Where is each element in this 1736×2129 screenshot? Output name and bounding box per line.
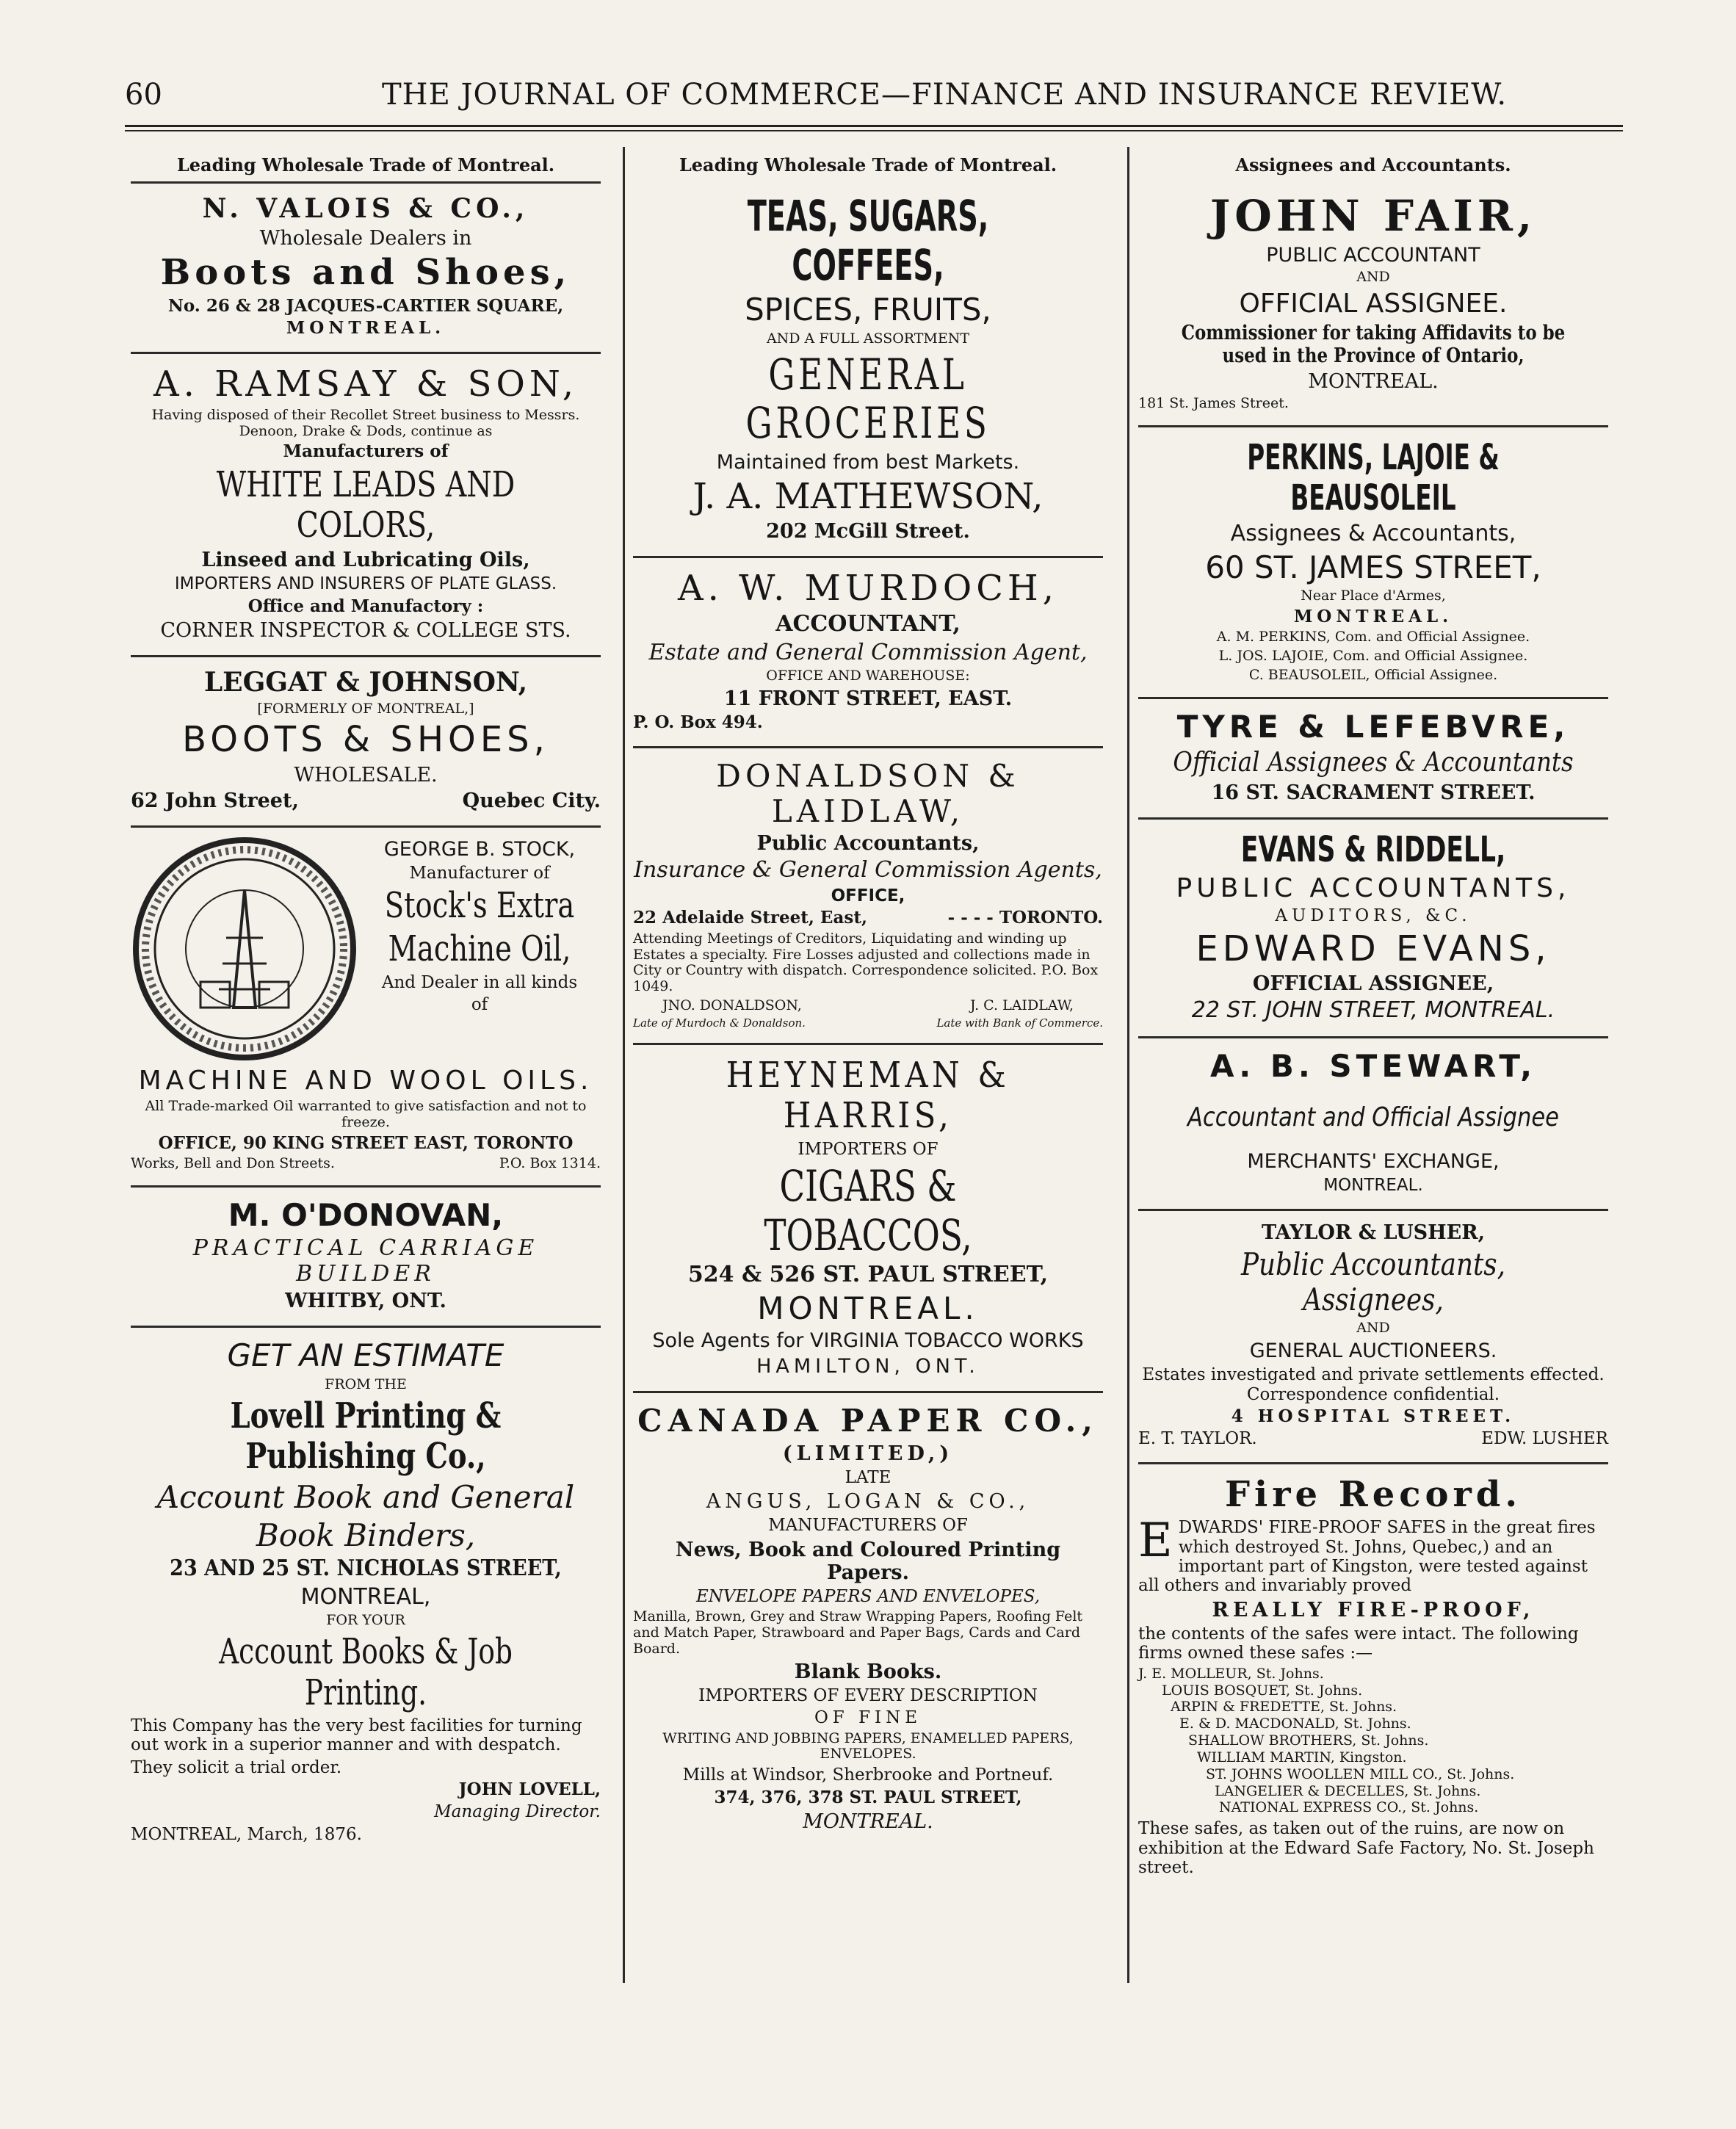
ad-line: IMPORTERS OF — [798, 1139, 938, 1159]
ad-line: Accountant and Official Assignee — [1187, 1102, 1560, 1132]
ad-address: 60 ST. JAMES STREET, — [1205, 549, 1541, 585]
ad-line: OFFICE AND WAREHOUSE: — [766, 668, 970, 684]
ad-product: Boots and Shoes, — [160, 252, 571, 294]
ad-name: A. B. STEWART, — [1209, 1048, 1537, 1085]
ad-line: SPICES, FRUITS, — [745, 292, 991, 328]
ad-partner: J. C. LAIDLAW, — [969, 997, 1074, 1014]
headline-text: PERKINS, LAJOIE & BEAUSOLEIL — [1247, 436, 1500, 519]
ad-line: OFFICE, — [831, 886, 905, 906]
ad-line: FOR YOUR — [326, 1612, 405, 1629]
ad-line: Blank Books. — [794, 1660, 942, 1683]
ad-donaldson — [633, 748, 1103, 1045]
ad-line: OF FINE — [814, 1708, 922, 1728]
ad-partner-note: Late of Murdoch & Donaldson. — [633, 1016, 806, 1030]
ad-name: A. W. MURDOCH, — [677, 568, 1059, 610]
ad-line: ENVELOPE PAPERS AND ENVELOPES, — [695, 1586, 1041, 1606]
ad-lovell — [131, 1328, 601, 1857]
ad-line: IMPORTERS OF EVERY DESCRIPTION — [698, 1685, 1038, 1705]
ad-line: Office and Manufactory : — [247, 596, 484, 616]
ad-address: OFFICE, 90 KING STREET EAST, TORONTO — [158, 1132, 574, 1153]
ad-address-row — [131, 789, 601, 812]
ad-address-row — [633, 908, 1103, 928]
ad-product: MACHINE AND WOOL OILS. — [138, 1065, 593, 1096]
ad-name: LEGGAT & JOHNSON, — [203, 667, 528, 698]
ad-body: These safes, as taken out of the ruins, are now on exhibition at the Edward Safe Factory, No. St. Joseph street. — [1138, 1819, 1594, 1878]
ad-john-fair — [1138, 181, 1608, 427]
ad-line: Linseed and Lubricating Oils, — [201, 549, 530, 572]
ad-line: GET AN ESTIMATE — [227, 1337, 504, 1374]
firm-list-item: WILLIAM MARTIN, Kingston. — [1197, 1749, 1407, 1765]
ad-product: GENERAL GROCERIES — [745, 349, 991, 449]
ad-name: J. A. MATHEWSON, — [692, 475, 1044, 517]
ad-line: PUBLIC ACCOUNTANT — [1266, 243, 1480, 267]
ad-line: AND — [1356, 1320, 1390, 1337]
ad-product: Machine Oil, — [388, 928, 571, 970]
ad-line: Sole Agents for VIRGINIA TOBACCO WORKS — [652, 1329, 1084, 1353]
column-divider-left — [623, 147, 625, 1983]
ad-body: This Company has the very best facilities for turning out work in a superior manner and with despatch. — [131, 1716, 582, 1755]
ad-line: Insurance & General Commission Agents, — [634, 857, 1102, 883]
ad-line: News, Book and Coloured Printing Papers. — [675, 1538, 1061, 1584]
ad-line: MANUFACTURERS OF — [768, 1516, 968, 1536]
ad-city: MONTREAL. — [757, 1290, 979, 1326]
drop-cap: E — [1138, 1514, 1173, 1569]
ad-line: IMPORTERS AND INSURERS OF PLATE GLASS. — [174, 574, 557, 594]
ad-address: 23 AND 25 ST. NICHOLAS STREET, — [170, 1555, 562, 1582]
ad-product: BOOTS & SHOES, — [182, 719, 549, 761]
ad-line: AUDITORS, &C. — [1275, 906, 1472, 926]
ad-name: GEORGE B. STOCK, — [383, 837, 576, 861]
ad-city: MONTREAL. — [1308, 370, 1439, 394]
section-heading: Leading Wholesale Trade of Montreal. — [679, 154, 1057, 176]
ad-partner: JNO. DONALDSON, — [662, 997, 802, 1014]
ad-name: CANADA PAPER CO., — [637, 1403, 1099, 1439]
ad-line: FROM THE — [325, 1376, 407, 1392]
firm-list — [1138, 1666, 1608, 1817]
ad-stock — [131, 828, 601, 1188]
ad-line: Manufacturers of — [283, 441, 449, 462]
ad-line: Account Book and General — [156, 1478, 575, 1515]
header-rule-top — [125, 125, 1623, 127]
ad-signer-role: Managing Director. — [434, 1802, 601, 1822]
ad-line: WRITING AND JOBBING PAPERS, ENAMELLED PAPERS, ENVELOPES. — [662, 1729, 1074, 1763]
column-3 — [1138, 154, 1608, 1891]
ad-partner: C. BEAUSOLEIL, Official Assignee. — [1248, 667, 1498, 684]
ad-city: - - - - TORONTO. — [947, 908, 1103, 928]
ad-address: 22 ST. JOHN STREET, MONTREAL. — [1191, 997, 1555, 1023]
ad-name: TYRE & LEFEBVRE, — [1176, 708, 1570, 745]
ad-line: LATE — [845, 1467, 891, 1487]
ad-canada-paper — [633, 1393, 1103, 1846]
firm-list-item: SHALLOW BROTHERS, St. Johns. — [1188, 1732, 1429, 1749]
ad-line: ACCOUNTANT, — [775, 611, 961, 637]
ad-line: HAMILTON, ONT. — [756, 1355, 980, 1378]
ad-line: OFFICIAL ASSIGNEE, — [1252, 972, 1494, 995]
ad-name: DONALDSON & LAIDLAW, — [716, 757, 1020, 829]
ad-line: Mills at Windsor, Sherbrooke and Portneuf. — [682, 1765, 1054, 1785]
column-2 — [633, 154, 1103, 1846]
ad-line: Near Place d'Armes, — [1301, 588, 1446, 604]
ad-line: Public Accountants, Assignees, — [1241, 1246, 1505, 1317]
ad-mathewson — [633, 181, 1103, 558]
body-text: DWARDS' FIRE-PROOF SAFES in the great fires which destroyed St. Johns, Quebec,) and an important part of Kingston, were tested against all others and invariably proved — [1138, 1518, 1596, 1596]
ad-evans — [1138, 820, 1608, 1039]
page-header — [125, 78, 1623, 116]
ad-name: A. RAMSAY & SON, — [153, 363, 579, 405]
ad-body — [1138, 1514, 1608, 1596]
ad-product: Stock's Extra — [384, 885, 575, 927]
ad-name: EDWARD EVANS, — [1196, 928, 1551, 969]
ad-title: Fire Record. — [1224, 1473, 1522, 1515]
ad-city: MONTREAL. — [1323, 1176, 1423, 1196]
ad-partners-row — [633, 998, 1103, 1014]
ad-date: MONTREAL, March, 1876. — [131, 1824, 362, 1844]
ad-line: ANGUS, LOGAN & CO., — [706, 1490, 1030, 1514]
ad-address: 202 McGill Street. — [766, 520, 970, 543]
ad-address: CORNER INSPECTOR & COLLEGE STS. — [160, 619, 571, 643]
ad-body: the contents of the safes were intact. The following firms owned these safes :— — [1138, 1624, 1579, 1663]
ad-taylor — [1138, 1211, 1608, 1464]
ad-box: P. O. Box 494. — [633, 712, 763, 733]
ad-line: REALLY FIRE-PROOF, — [1212, 1598, 1535, 1622]
trademark-seal-icon — [131, 835, 358, 1063]
ad-product: WHITE LEADS AND COLORS, — [216, 463, 516, 546]
headline-text: TEAS, SUGARS, COFFEES, — [747, 191, 989, 290]
seal-text — [358, 835, 601, 1018]
ad-partner: EDW. LUSHER — [1481, 1429, 1608, 1449]
ad-name: HEYNEMAN & HARRIS, — [726, 1055, 1010, 1137]
ad-product: CIGARS & TOBACCOS, — [764, 1160, 972, 1260]
ad-name: Lovell Printing & Publishing Co., — [230, 1395, 502, 1477]
header-rule-bottom — [125, 130, 1623, 131]
ad-headline — [1138, 830, 1608, 870]
ad-line: Commissioner for taking Affidavits to be used in the Province of Ontario, — [1181, 321, 1566, 368]
ad-address: No. 26 & 28 JACQUES-CARTIER SQUARE, — [167, 295, 564, 316]
ad-headline — [633, 192, 1103, 289]
ad-body: They solicit a trial order. — [131, 1757, 342, 1777]
ad-line: Assignees & Accountants, — [1230, 521, 1516, 547]
firm-list-item: ARPIN & FREDETTE, St. Johns. — [1171, 1699, 1397, 1716]
ad-city: MONTREAL. — [1293, 606, 1453, 626]
ad-city: WHITBY, ONT. — [285, 1290, 446, 1313]
ad-body: Attending Meetings of Creditors, Liquidating and winding up Estates a specialty. Fire Losses adjusted and collections made in City or Country with dispatch. Correspondence solicited. P.O. Box 1049. — [633, 930, 1099, 995]
ad-city: MONTREAL. — [803, 1810, 933, 1834]
ad-city: Quebec City. — [462, 789, 601, 812]
ad-city: MONTREAL, — [300, 1583, 431, 1610]
ad-line: AND — [1356, 268, 1390, 285]
ad-partner: E. T. TAYLOR. — [1138, 1429, 1257, 1449]
column-divider-right — [1127, 147, 1129, 1983]
ad-heyneman — [633, 1045, 1103, 1393]
ad-leggat — [131, 657, 601, 828]
seal-row — [131, 835, 601, 1063]
ad-address: 524 & 526 ST. PAUL STREET, — [687, 1262, 1049, 1288]
ad-tyre — [1138, 699, 1608, 820]
ad-address: 11 FRONT STREET, EAST. — [723, 687, 1013, 711]
ad-note: Having disposed of their Recollet Street business to Messrs. Denoon, Drake & Dods, continue as — [151, 406, 580, 439]
ad-name: JOHN FAIR, — [1209, 191, 1537, 241]
section-heading: Assignees and Accountants. — [1235, 154, 1511, 176]
ad-line: GENERAL AUCTIONEERS. — [1249, 1340, 1497, 1363]
ad-line: Book Binders, — [256, 1517, 476, 1554]
ad-body: Manilla, Brown, Grey and Straw Wrapping Papers, Roofing Felt and Match Paper, Strawboard and Paper Bags, Cards and Card Board. — [633, 1608, 1083, 1657]
ad-address: 4 HOSPITAL STREET. — [1231, 1406, 1516, 1426]
ad-partner: L. JOS. LAJOIE, Com. and Official Assignee. — [1218, 648, 1528, 665]
firm-list-item: E. & D. MACDONALD, St. Johns. — [1179, 1716, 1411, 1732]
ad-partner: A. M. PERKINS, Com. and Official Assignee. — [1216, 629, 1530, 646]
ad-headline — [1138, 438, 1608, 518]
journal-title: THE JOURNAL OF COMMERCE—FINANCE AND INSURANCE REVIEW. — [382, 78, 1508, 112]
ad-murdoch — [633, 558, 1103, 748]
firm-list-item: NATIONAL EXPRESS CO., St. Johns. — [1219, 1799, 1479, 1816]
ad-odonovan — [131, 1188, 601, 1328]
ad-body: Estates investigated and private settlements effected. Correspondence confidential. — [1142, 1365, 1605, 1404]
ad-address: 181 St. James Street. — [1138, 395, 1289, 412]
firm-list-item: ST. JOHNS WOOLLEN MILL CO., St. Johns. — [1206, 1765, 1515, 1782]
headline-text: EVANS & RIDDELL, — [1240, 828, 1506, 870]
ad-name: N. VALOIS & CO., — [202, 193, 529, 224]
section-heading: Leading Wholesale Trade of Montreal. — [176, 154, 555, 176]
ad-line: Official Assignees & Accountants — [1173, 748, 1574, 778]
ad-product: Account Books & Job Printing. — [219, 1631, 513, 1713]
ad-name: TAYLOR & LUSHER, — [1261, 1221, 1486, 1244]
ad-line: Maintained from best Markets. — [716, 450, 1020, 474]
page-number: 60 — [125, 78, 162, 112]
ad-note: All Trade-marked Oil warranted to give satisfaction and not to freeze. — [145, 1098, 587, 1130]
ad-ramsay — [131, 354, 601, 658]
firm-list-item: LANGELIER & DECELLES, St. Johns. — [1215, 1782, 1481, 1799]
ad-line: of — [471, 994, 488, 1014]
ad-signer: JOHN LOVELL, — [458, 1779, 601, 1800]
ad-partners-row — [1138, 1429, 1608, 1448]
ad-city: MONTREAL. — [286, 318, 446, 339]
ad-line: (LIMITED,) — [782, 1442, 954, 1465]
ad-stewart — [1138, 1038, 1608, 1210]
ad-line: [FORMERLY OF MONTREAL,] — [257, 700, 474, 717]
ad-perkins — [1138, 427, 1608, 699]
firm-list-item: LOUIS BOSQUET, St. Johns. — [1162, 1682, 1363, 1699]
ad-partner-note: Late with Bank of Commerce. — [936, 1016, 1103, 1030]
ad-line: And Dealer in all kinds — [381, 972, 578, 992]
ad-line: Wholesale Dealers in — [259, 227, 472, 250]
ad-line: PRACTICAL CARRIAGE BUILDER — [192, 1235, 539, 1287]
ad-line: WHOLESALE. — [294, 763, 438, 787]
ad-address: 22 Adelaide Street, East, — [633, 908, 867, 928]
column-1 — [131, 154, 601, 1857]
ad-address: 62 John Street, — [131, 789, 299, 812]
ad-line: Public Accountants, — [756, 832, 980, 856]
ad-line: PUBLIC ACCOUNTANTS, — [1176, 872, 1571, 903]
ad-line: AND A FULL ASSORTMENT — [766, 330, 970, 347]
ad-partners-notes — [633, 1017, 1103, 1030]
ad-fire-record — [1138, 1464, 1608, 1891]
ad-line: Works, Bell and Don Streets. — [131, 1155, 335, 1172]
ad-line: P.O. Box 1314. — [499, 1155, 601, 1172]
ad-address: 16 ST. SACRAMENT STREET. — [1211, 781, 1536, 804]
ad-line: OFFICIAL ASSIGNEE. — [1239, 288, 1508, 319]
ad-line: Manufacturer of — [409, 863, 550, 883]
ad-valois — [131, 181, 601, 354]
ad-address: 374, 376, 378 ST. PAUL STREET, — [714, 1787, 1022, 1807]
firm-list-item: J. E. MOLLEUR, St. Johns. — [1138, 1665, 1324, 1682]
ad-works-row — [131, 1156, 601, 1172]
ad-line: Estate and General Commission Agent, — [648, 639, 1088, 665]
ad-name: M. O'DONOVAN, — [228, 1197, 504, 1234]
ad-address: MERCHANTS' EXCHANGE, — [1247, 1150, 1500, 1174]
